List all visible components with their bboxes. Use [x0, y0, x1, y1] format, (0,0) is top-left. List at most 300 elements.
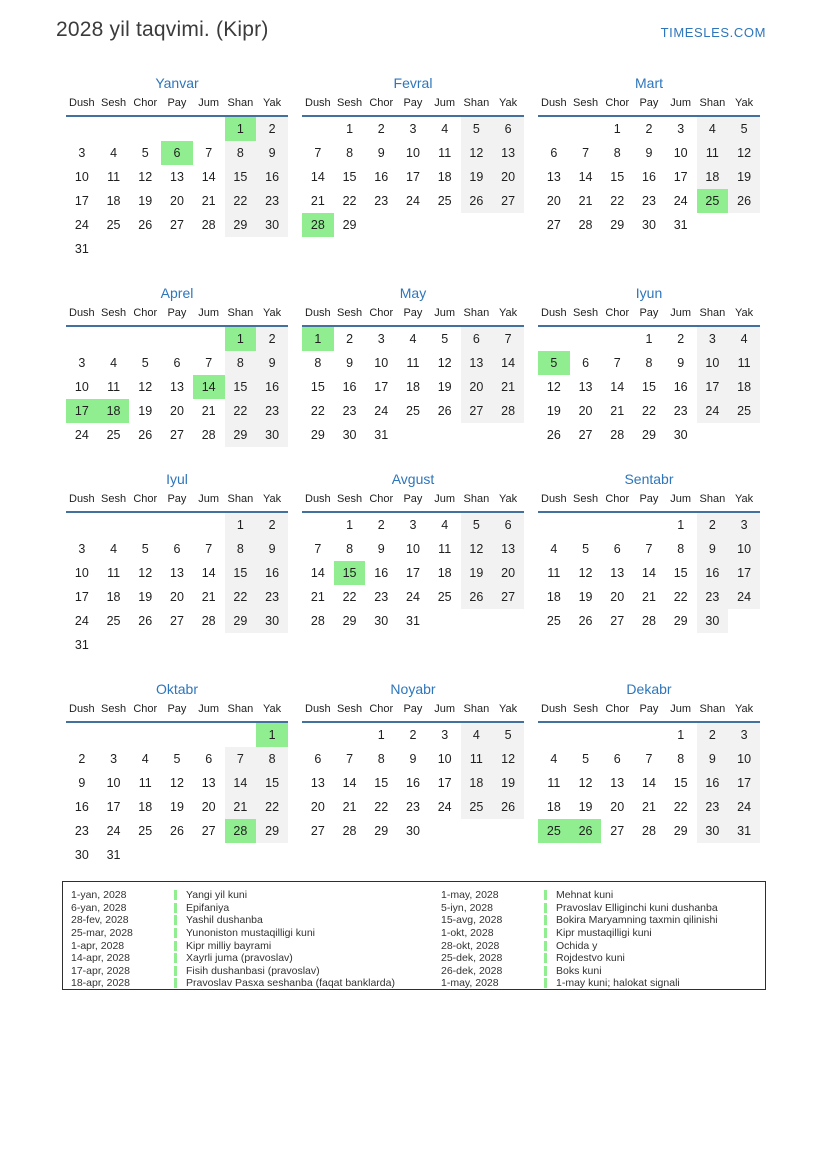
day-cell: 1 [225, 512, 257, 537]
month-title: Mart [635, 75, 663, 91]
day-cell: 14 [492, 351, 524, 375]
day-cell: 11 [547, 566, 561, 580]
weekday-header: Chor [601, 95, 633, 116]
day-cell: 7 [492, 326, 524, 351]
legend-row [71, 889, 441, 902]
day-cell: 13 [170, 566, 184, 580]
day-cell: 13 [170, 380, 184, 394]
day-cell [129, 116, 161, 141]
day-cell: 17 [406, 170, 420, 184]
day-cell: 13 [546, 170, 561, 184]
day-cell: 28 [310, 614, 325, 628]
day-cell: 25 [437, 194, 452, 208]
day-cell: 25 [437, 590, 452, 604]
day-cell [161, 843, 193, 867]
day-cell: 2 [256, 116, 288, 141]
day-cell: 26 [138, 218, 153, 232]
holiday-marker-icon [174, 978, 177, 988]
day-cell: 6 [173, 356, 181, 370]
weekday-header: Dush [302, 701, 334, 722]
day-cell: 1 [613, 122, 621, 136]
holiday-marker-icon [544, 941, 547, 951]
weekday-header: Dush [538, 95, 570, 116]
month-fevral [302, 75, 524, 261]
month-title: Iyul [166, 471, 188, 487]
day-cell: 19 [728, 165, 760, 189]
day-cell: 29 [673, 824, 688, 838]
day-cell: 16 [256, 561, 288, 585]
day-cell: 26 [570, 819, 602, 843]
day-cell: 24 [697, 399, 729, 423]
day-cell: 19 [461, 561, 493, 585]
site-link[interactable]: TIMESLES.COM [660, 25, 766, 40]
day-cell: 15 [374, 776, 389, 790]
month-iyul [66, 471, 288, 657]
day-cell [492, 609, 524, 633]
holiday-legend [62, 881, 766, 990]
day-cell: 4 [110, 356, 118, 370]
weekday-header: Pay [161, 95, 193, 116]
day-cell: 4 [728, 326, 760, 351]
day-cell: 10 [106, 776, 121, 790]
weekday-header: Jum [193, 701, 225, 722]
day-cell: 29 [342, 218, 357, 232]
day-cell: 30 [374, 614, 389, 628]
day-cell: 8 [256, 747, 288, 771]
day-cell: 22 [610, 194, 625, 208]
day-cell: 3 [409, 122, 417, 136]
day-cell: 17 [74, 194, 89, 208]
weekday-header: Pay [397, 491, 429, 512]
day-cell: 26 [170, 824, 184, 838]
day-cell: 20 [201, 800, 216, 814]
day-cell: 13 [492, 537, 524, 561]
day-cell: 16 [374, 170, 389, 184]
weekday-header: Chor [129, 95, 161, 116]
legend-row [441, 952, 765, 965]
weekday-header: Pay [161, 305, 193, 326]
day-cell: 21 [201, 404, 216, 418]
day-cell: 6 [613, 752, 621, 766]
day-cell: 24 [74, 614, 89, 628]
month-aprel [66, 285, 288, 447]
weekday-header: Pay [633, 491, 665, 512]
weekday-header: Chor [129, 305, 161, 326]
legend-label: Fisih dushanbasi (pravoslav) [186, 964, 320, 977]
day-cell: 13 [610, 776, 625, 790]
day-cell: 27 [610, 614, 625, 628]
day-cell: 23 [256, 189, 288, 213]
day-cell: 15 [642, 380, 656, 394]
day-cell [225, 237, 257, 261]
day-cell: 11 [438, 146, 452, 160]
weekday-header: Jum [665, 701, 697, 722]
day-cell: 4 [441, 122, 449, 136]
day-cell: 10 [697, 351, 729, 375]
weekday-header: Chor [129, 491, 161, 512]
day-cell: 8 [225, 351, 257, 375]
day-cell: 1 [346, 518, 354, 532]
day-cell: 17 [106, 800, 121, 814]
weekday-header: Shan [461, 305, 493, 326]
day-cell: 25 [461, 795, 493, 819]
day-cell: 18 [546, 590, 561, 604]
weekday-header: Jum [665, 305, 697, 326]
day-cell: 15 [342, 170, 357, 184]
day-cell: 17 [728, 771, 760, 795]
day-cell: 28 [578, 218, 593, 232]
day-cell [538, 116, 570, 141]
day-cell: 19 [461, 165, 493, 189]
day-cell: 10 [74, 566, 89, 580]
day-cell: 20 [610, 590, 625, 604]
day-cell: 18 [546, 800, 561, 814]
day-cell: 2 [377, 122, 385, 136]
weekday-header: Yak [728, 701, 760, 722]
day-cell: 14 [225, 771, 257, 795]
day-cell [129, 512, 161, 537]
weekday-header: Yak [492, 701, 524, 722]
weekday-header: Sesh [570, 701, 602, 722]
month-title: Dekabr [626, 681, 672, 697]
day-cell: 16 [697, 561, 729, 585]
day-cell: 30 [642, 218, 656, 232]
day-cell: 27 [492, 189, 524, 213]
day-cell: 30 [256, 609, 288, 633]
day-cell: 19 [492, 771, 524, 795]
holiday-marker-icon [544, 966, 547, 976]
month-mart [538, 75, 760, 261]
day-cell: 27 [546, 218, 561, 232]
day-cell: 18 [437, 170, 452, 184]
day-cell: 4 [550, 752, 558, 766]
day-cell: 5 [141, 356, 149, 370]
day-cell: 5 [461, 512, 493, 537]
holiday-marker-icon [544, 978, 547, 988]
legend-row [71, 914, 441, 927]
day-cell: 21 [310, 590, 325, 604]
day-cell: 22 [374, 800, 389, 814]
weekday-header: Shan [697, 95, 729, 116]
day-cell: 22 [642, 404, 656, 418]
weekday-header: Dush [302, 95, 334, 116]
day-cell: 22 [673, 590, 688, 604]
weekday-header: Sesh [334, 305, 366, 326]
day-cell: 14 [310, 566, 325, 580]
weekday-header: Shan [225, 95, 257, 116]
day-cell: 10 [728, 747, 760, 771]
day-cell [697, 213, 729, 237]
day-cell [570, 512, 602, 537]
day-cell: 13 [201, 776, 216, 790]
day-cell [256, 237, 288, 261]
weekday-header: Shan [461, 491, 493, 512]
day-cell: 27 [461, 399, 493, 423]
weekday-header: Yak [256, 491, 288, 512]
day-cell: 4 [461, 722, 493, 747]
legend-date: 15-avg, 2028 [441, 914, 503, 927]
day-cell [429, 213, 461, 237]
weekday-header: Shan [697, 701, 729, 722]
holiday-marker-icon [544, 915, 547, 925]
day-cell: 18 [697, 165, 729, 189]
day-cell: 8 [225, 537, 257, 561]
day-cell: 2 [346, 332, 354, 346]
weekday-header: Chor [365, 701, 397, 722]
day-cell: 23 [697, 585, 729, 609]
day-cell: 6 [613, 542, 621, 556]
day-cell: 22 [673, 800, 688, 814]
day-cell [538, 326, 570, 351]
weekday-header: Jum [665, 491, 697, 512]
day-cell: 7 [314, 542, 322, 556]
day-cell [492, 213, 524, 237]
day-cell: 25 [138, 824, 153, 838]
day-cell: 5 [141, 542, 149, 556]
day-cell: 3 [78, 542, 86, 556]
day-cell: 3 [728, 512, 760, 537]
day-cell: 12 [170, 776, 184, 790]
weekday-header: Jum [429, 305, 461, 326]
day-cell: 2 [645, 122, 653, 136]
day-cell: 30 [406, 824, 420, 838]
day-cell: 31 [374, 428, 389, 442]
day-cell: 25 [406, 404, 420, 418]
weekday-header: Sesh [334, 491, 366, 512]
day-cell: 15 [310, 380, 325, 394]
legend-label: Yangi yil kuni [186, 889, 248, 902]
day-cell: 26 [578, 614, 593, 628]
day-cell: 7 [205, 542, 213, 556]
weekday-header: Sesh [98, 701, 130, 722]
day-cell [429, 423, 461, 447]
weekday-header: Chor [365, 305, 397, 326]
day-cell: 11 [107, 170, 121, 184]
day-cell: 18 [138, 800, 153, 814]
day-cell: 5 [582, 542, 590, 556]
day-cell: 18 [461, 771, 493, 795]
weekday-header: Pay [397, 305, 429, 326]
legend-row [441, 939, 765, 952]
day-cell: 21 [492, 375, 524, 399]
day-cell: 28 [342, 824, 357, 838]
day-cell: 24 [74, 428, 89, 442]
day-cell: 19 [170, 800, 184, 814]
legend-row [441, 977, 765, 990]
day-cell: 4 [697, 116, 729, 141]
day-cell: 22 [256, 795, 288, 819]
month-yanvar [66, 75, 288, 261]
day-cell: 11 [406, 356, 420, 370]
day-cell: 9 [78, 776, 86, 790]
day-cell [225, 633, 257, 657]
day-cell: 16 [342, 380, 357, 394]
day-cell: 11 [107, 566, 121, 580]
day-cell: 26 [138, 428, 153, 442]
day-cell [129, 843, 161, 867]
day-cell: 14 [642, 776, 656, 790]
day-cell: 14 [610, 380, 625, 394]
day-cell: 17 [697, 375, 729, 399]
day-cell: 13 [170, 170, 184, 184]
day-cell: 23 [697, 795, 729, 819]
day-cell: 3 [78, 356, 86, 370]
day-cell [492, 423, 524, 447]
day-cell: 12 [546, 380, 561, 394]
day-cell [66, 512, 98, 537]
weekday-header: Yak [728, 305, 760, 326]
day-cell [461, 213, 493, 237]
month-title: Avgust [391, 471, 435, 487]
day-cell [129, 237, 161, 261]
day-cell: 28 [642, 824, 656, 838]
weekday-header: Dush [302, 305, 334, 326]
day-cell: 17 [673, 170, 688, 184]
day-cell: 23 [673, 404, 688, 418]
holiday-marker-icon [544, 928, 547, 938]
day-cell: 19 [138, 590, 153, 604]
day-cell: 6 [205, 752, 213, 766]
legend-row [71, 952, 441, 965]
day-cell: 3 [677, 122, 685, 136]
day-cell: 16 [697, 771, 729, 795]
weekday-header: Dush [66, 305, 98, 326]
holiday-marker-icon [174, 966, 177, 976]
weekday-header: Jum [193, 305, 225, 326]
day-cell: 28 [201, 218, 216, 232]
day-cell: 21 [642, 590, 656, 604]
day-cell [302, 512, 334, 537]
day-cell: 6 [173, 542, 181, 556]
day-cell: 6 [550, 146, 558, 160]
day-cell: 15 [225, 561, 257, 585]
day-cell: 21 [225, 795, 257, 819]
weekday-header: Dush [538, 305, 570, 326]
day-cell: 28 [610, 428, 625, 442]
day-cell: 11 [547, 776, 561, 790]
day-cell: 12 [578, 566, 593, 580]
day-cell: 5 [582, 752, 590, 766]
day-cell [161, 633, 193, 657]
day-cell: 18 [728, 375, 760, 399]
legend-date: 28-fev, 2028 [71, 914, 129, 927]
day-cell: 10 [437, 752, 452, 766]
day-cell: 2 [697, 722, 729, 747]
day-cell [129, 633, 161, 657]
day-cell: 9 [256, 141, 288, 165]
day-cell [461, 609, 493, 633]
day-cell: 24 [673, 194, 688, 208]
day-cell [193, 116, 225, 141]
day-cell [334, 722, 366, 747]
day-cell: 25 [106, 218, 121, 232]
legend-column-left [71, 889, 441, 989]
day-cell: 13 [492, 141, 524, 165]
day-cell [461, 423, 493, 447]
day-cell: 21 [642, 800, 656, 814]
day-cell: 26 [138, 614, 153, 628]
weekday-header: Dush [66, 491, 98, 512]
day-cell [302, 116, 334, 141]
day-cell [365, 213, 397, 237]
day-cell: 10 [406, 542, 420, 556]
day-cell: 26 [492, 795, 524, 819]
day-cell: 18 [106, 194, 121, 208]
day-cell [570, 116, 602, 141]
day-cell: 30 [256, 423, 288, 447]
day-cell: 15 [610, 170, 625, 184]
day-cell: 1 [256, 722, 288, 747]
day-cell [129, 326, 161, 351]
day-cell: 2 [78, 752, 86, 766]
day-cell: 2 [697, 512, 729, 537]
day-cell [98, 116, 130, 141]
day-cell: 30 [74, 848, 89, 862]
day-cell: 5 [141, 146, 149, 160]
day-cell: 3 [409, 518, 417, 532]
day-cell: 29 [374, 824, 389, 838]
day-cell: 16 [256, 165, 288, 189]
day-cell: 19 [546, 404, 561, 418]
day-cell: 9 [409, 752, 417, 766]
legend-label: Pravoslav Pasxa seshanba (faqat banklarda) [186, 977, 395, 990]
day-cell [570, 326, 602, 351]
weekday-header: Sesh [334, 95, 366, 116]
day-cell: 7 [645, 542, 653, 556]
holiday-marker-icon [174, 890, 177, 900]
weekday-header: Chor [365, 491, 397, 512]
day-cell: 30 [673, 428, 688, 442]
day-cell: 1 [302, 326, 334, 351]
day-cell: 20 [492, 561, 524, 585]
legend-label: Yunoniston mustaqilligi kuni [186, 927, 315, 940]
weekday-header: Jum [193, 95, 225, 116]
day-cell: 5 [461, 116, 493, 141]
legend-label: Ochida y [556, 939, 598, 952]
day-cell: 2 [377, 518, 385, 532]
day-cell: 22 [225, 399, 257, 423]
day-cell: 29 [342, 614, 357, 628]
day-cell: 19 [138, 404, 153, 418]
legend-label: Xayrli juma (pravoslav) [186, 952, 293, 965]
day-cell: 8 [377, 752, 385, 766]
weekday-header: Dush [302, 491, 334, 512]
weekday-header: Sesh [570, 491, 602, 512]
day-cell: 24 [437, 800, 452, 814]
legend-row [441, 914, 765, 927]
weekday-header: Sesh [98, 491, 130, 512]
weekday-header: Shan [697, 305, 729, 326]
day-cell: 23 [342, 404, 357, 418]
day-cell: 16 [406, 776, 420, 790]
month-title: Yanvar [155, 75, 199, 91]
weekday-header: Jum [429, 701, 461, 722]
day-cell: 27 [170, 614, 184, 628]
weekday-header: Yak [256, 305, 288, 326]
day-cell [601, 512, 633, 537]
weekday-header: Shan [461, 95, 493, 116]
weekday-header: Yak [728, 491, 760, 512]
day-cell: 14 [201, 566, 216, 580]
weekday-header: Yak [492, 305, 524, 326]
page-title: 2028 yil taqvimi. (Kipr) [56, 18, 269, 41]
day-cell: 27 [610, 824, 625, 838]
day-cell [461, 819, 493, 843]
day-cell: 28 [201, 428, 216, 442]
day-cell: 1 [346, 122, 354, 136]
day-cell [161, 237, 193, 261]
day-cell: 20 [310, 800, 325, 814]
